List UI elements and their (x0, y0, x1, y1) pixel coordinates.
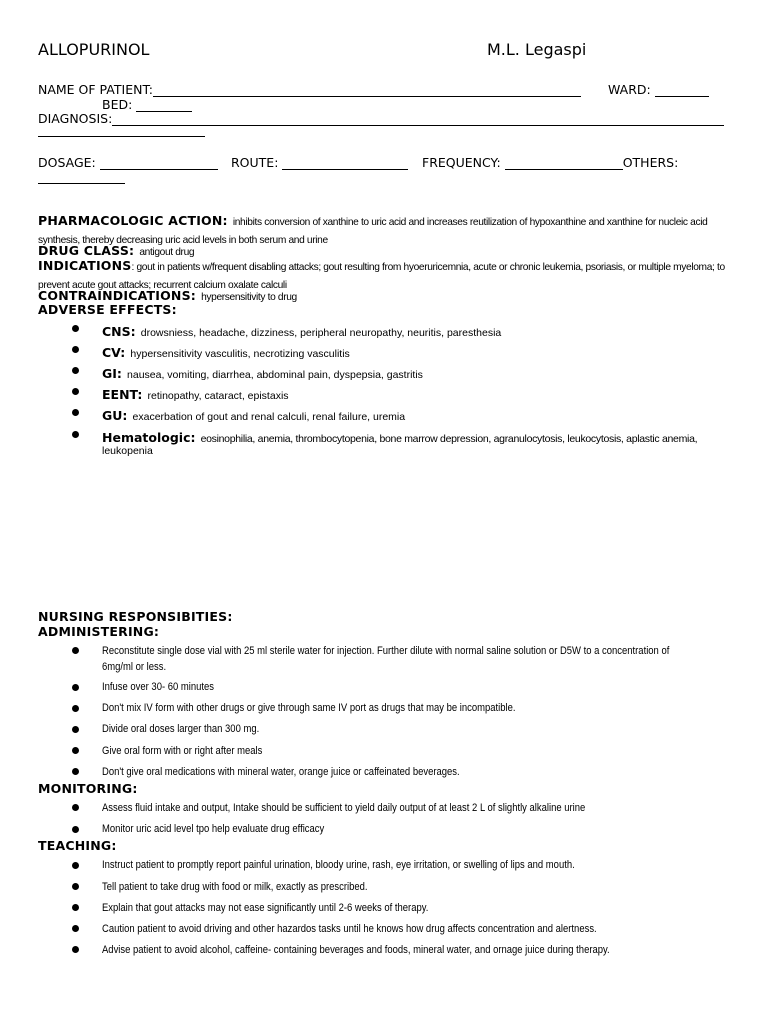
bed-label: BED: (102, 97, 133, 112)
adverse-effect-text: nausea, vomiting, diarrhea, abdominal pain, dyspepsia, gastritis (127, 369, 423, 381)
patient-name-label: NAME OF PATIENT: (38, 82, 153, 97)
dosage-field[interactable] (38, 155, 218, 170)
adverse-effect-text-continued: leukopenia (102, 445, 153, 457)
route-line (282, 157, 408, 170)
list-item (102, 363, 423, 382)
pharmacologic-action-label: PHARMACOLOGIC ACTION: (38, 213, 228, 228)
list-item (102, 384, 289, 403)
bullet-icon (72, 804, 79, 811)
adverse-effect-label: CNS: (102, 324, 136, 339)
bed-field[interactable] (102, 97, 192, 112)
list-item: Assess fluid intake and output, Intake should be sufficient to yield daily output of at least 2 L of slightly alkaline urine (102, 802, 586, 814)
bullet-icon (72, 705, 79, 712)
adverse-effect-text: hypersensitivity vasculitis, necrotizing vasculitis (130, 348, 350, 360)
diagnosis-line-continued (38, 124, 205, 137)
list-item: Don't mix IV form with other drugs or give through same IV port as drugs that may be incompatible. (102, 702, 516, 714)
list-item: Tell patient to take drug with food or milk, exactly as prescribed. (102, 881, 368, 893)
ward-field[interactable] (608, 82, 709, 97)
list-item-continued: 6mg/ml or less. (102, 661, 167, 673)
list-item (102, 405, 405, 424)
patient-name-field[interactable] (38, 82, 581, 97)
bullet-icon (72, 367, 79, 374)
list-item (102, 342, 350, 361)
indications-text: : gout in patients w/frequent disabling attacks; gout resulting from hyoeruricemnia, acute or chronic leukemia, psoriasis, or multiple myeloma; to prevent acute gout attacks; recurrent calcium oxalate calculi (38, 262, 725, 291)
bullet-icon (72, 409, 79, 416)
nursing-title: NURSING RESPONSIBITIES: (38, 609, 233, 624)
bullet-icon (72, 431, 79, 438)
list-item: Don't give oral medications with mineral water, orange juice or caffeinated beverages. (102, 766, 460, 778)
adverse-effect-text: drowsniess, headache, dizziness, peripheral neuropathy, neuritis, paresthesia (140, 327, 502, 339)
ward-label: WARD: (608, 82, 651, 97)
monitoring-heading: MONITORING: (38, 781, 138, 796)
list-item: Advise patient to avoid alcohol, caffeine- containing beverages and foods, mineral water, and ornage juice during therapy. (102, 944, 610, 956)
adverse-effects-label: ADVERSE EFFECTS: (38, 302, 177, 317)
list-item (102, 321, 501, 340)
bullet-icon (72, 346, 79, 353)
list-item: Explain that gout attacks may not ease significantly until 2-6 weeks of therapy. (102, 902, 429, 914)
bullet-icon (72, 726, 79, 733)
dosage-line (100, 157, 218, 170)
bullet-icon (72, 647, 79, 654)
bullet-icon (72, 862, 79, 869)
bullet-icon (72, 684, 79, 691)
ward-line (655, 84, 709, 97)
contraindications-text: hypersensitivity to drug (201, 292, 297, 303)
others-label: OTHERS: (622, 155, 679, 170)
indications-label: INDICATIONS (38, 258, 132, 273)
adverse-effect-text: retinopathy, cataract, epistaxis (147, 390, 289, 402)
list-item: Reconstitute single dose vial with 25 ml sterile water for injection. Further dilute with normal saline solution or D5W to a concentration of (102, 645, 670, 657)
contraindications-label: CONTRAINDICATIONS: (38, 288, 196, 303)
bullet-icon (72, 747, 79, 754)
drug-class-text: antigout drug (139, 247, 195, 258)
adverse-effect-label: CV: (102, 345, 126, 360)
list-item: Give oral form with or right after meals (102, 745, 263, 757)
list-item (102, 427, 697, 446)
adverse-effect-label: EENT: (102, 387, 143, 402)
others-line (38, 171, 125, 184)
list-item: Instruct patient to promptly report painful urination, bloody urine, rash, eye irritation, or swelling of lips and mouth. (102, 859, 575, 871)
author-name: M.L. Legaspi (487, 40, 587, 59)
bullet-icon (72, 904, 79, 911)
adverse-effect-label: GI: (102, 366, 122, 381)
list-item: Divide oral doses larger than 300 mg. (102, 723, 260, 735)
adverse-effect-text: eosinophilia, anemia, thrombocytopenia, bone marrow depression, agranulocytosis, leukocytosis, aplastic anemia, (200, 433, 698, 445)
administering-heading: ADMINISTERING: (38, 624, 160, 639)
dosage-label: DOSAGE: (38, 155, 96, 170)
adverse-effects-heading (38, 302, 738, 318)
route-field[interactable] (231, 155, 408, 170)
bullet-icon (72, 883, 79, 890)
drug-class-label: DRUG CLASS: (38, 243, 135, 258)
drug-name-title: ALLOPURINOL (38, 40, 150, 59)
list-item: Infuse over 30- 60 minutes (102, 681, 215, 693)
teaching-heading: TEACHING: (38, 838, 117, 853)
patient-name-line (153, 84, 581, 97)
bullet-icon (72, 325, 79, 332)
bullet-icon (72, 388, 79, 395)
adverse-effect-label: Hematologic: (102, 430, 196, 445)
frequency-line (505, 157, 623, 170)
diagnosis-label: DIAGNOSIS: (38, 111, 113, 126)
frequency-label: FREQUENCY: (422, 155, 501, 170)
pharmacologic-action-text: inhibits conversion of xanthine to uric acid and increases reutilization of hypoxanthine and xanthine for nucleic acid synthesis, thereby decreasing uric acid levels in both serum and urine (38, 217, 708, 246)
bullet-icon (72, 925, 79, 932)
bullet-icon (72, 826, 79, 833)
bullet-icon (72, 768, 79, 775)
adverse-effect-label: GU: (102, 408, 128, 423)
frequency-field[interactable] (422, 155, 678, 170)
route-label: ROUTE: (231, 155, 279, 170)
list-item: Caution patient to avoid driving and other hazardos tasks until he knows how drug affects concentration and alertness. (102, 923, 597, 935)
list-item: Monitor uric acid level tpo help evaluate drug efficacy (102, 823, 325, 835)
adverse-effect-text: exacerbation of gout and renal calculi, renal failure, uremia (132, 411, 406, 423)
bullet-icon (72, 946, 79, 953)
